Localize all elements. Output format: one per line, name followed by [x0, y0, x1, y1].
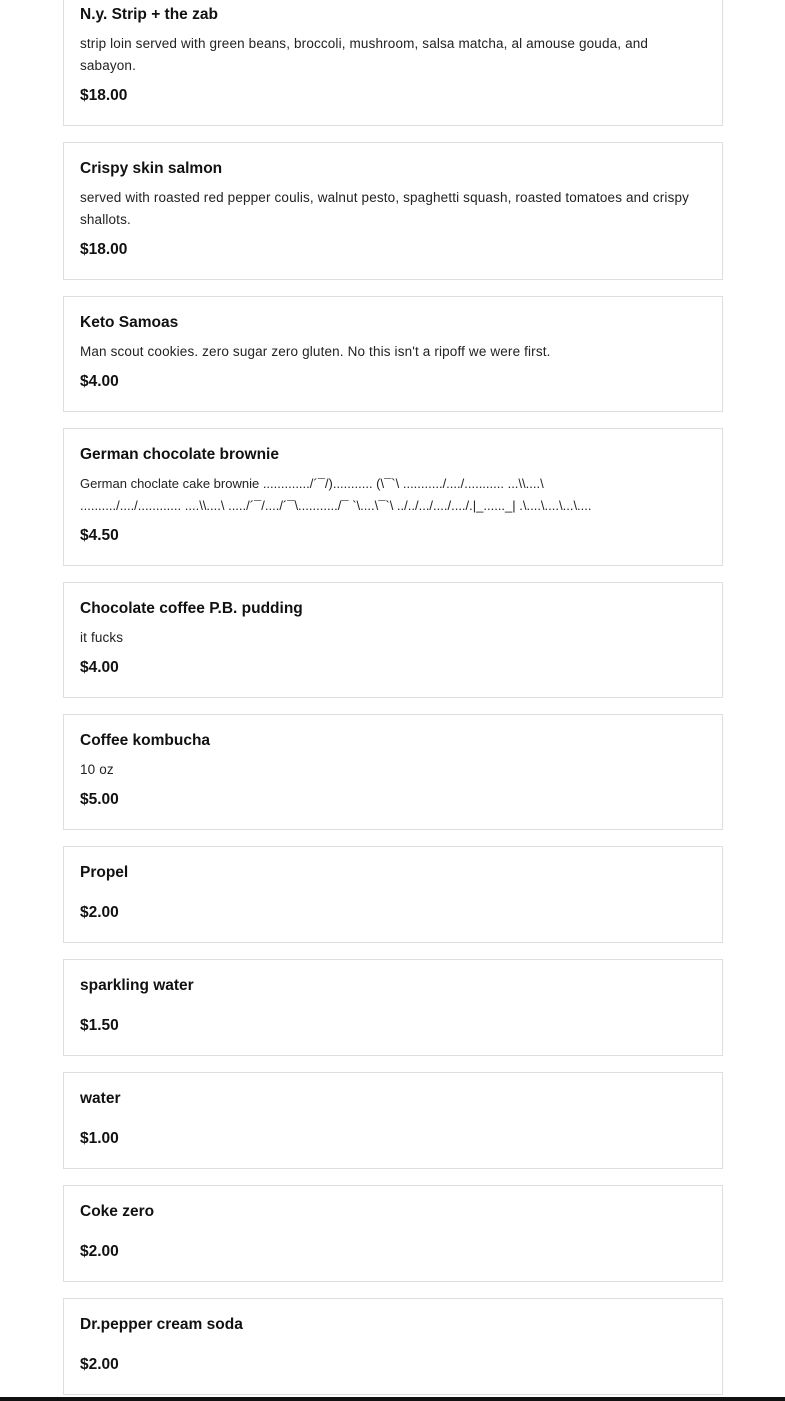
- menu-item-price: $2.00: [80, 1243, 119, 1260]
- menu-item-card[interactable]: [63, 1185, 723, 1282]
- menu-item-list: [63, 0, 723, 1401]
- menu-item-name: Dr.pepper cream soda: [80, 1316, 243, 1333]
- menu-item-card[interactable]: [63, 714, 723, 830]
- menu-item-name: German chocolate brownie: [80, 446, 279, 463]
- menu-item-card[interactable]: [63, 142, 723, 280]
- menu-item-name: Propel: [80, 864, 129, 881]
- menu-item-name: water: [80, 1090, 121, 1107]
- menu-item-description: 10 oz: [80, 762, 114, 777]
- menu-item-name: N.y. Strip + the zab: [80, 6, 218, 23]
- menu-item-description: it fucks: [80, 630, 124, 645]
- menu-item-price: $18.00: [80, 87, 128, 104]
- menu-item-card[interactable]: [63, 1072, 723, 1169]
- menu-item-price: $5.00: [80, 791, 119, 808]
- menu-item-price: $4.00: [80, 373, 119, 390]
- menu-item-price: $1.00: [80, 1130, 119, 1147]
- menu-item-description: served with roasted red pepper coulis, walnut pesto, spaghetti squash, roasted tomatoes and crispy shallots.: [80, 190, 690, 227]
- menu-item-card[interactable]: [63, 582, 723, 698]
- menu-item-name: Coke zero: [80, 1203, 155, 1220]
- menu-item-price: $4.00: [80, 659, 119, 676]
- menu-item-card[interactable]: [63, 1298, 723, 1395]
- menu-item-card[interactable]: [63, 0, 723, 126]
- menu-item-description-line: German choclate cake brownie ............./´¯/)........... (\¯`\ .........../..../........... ...\\....\: [80, 476, 544, 491]
- menu-item-name: Coffee kombucha: [80, 732, 211, 749]
- menu-item-price: $18.00: [80, 241, 128, 258]
- menu-item-price: $2.00: [80, 1356, 119, 1373]
- menu-item-name: Keto Samoas: [80, 314, 179, 331]
- menu-item-price: $4.50: [80, 527, 119, 544]
- menu-item-price: $1.50: [80, 1017, 119, 1034]
- menu-item-card[interactable]: [63, 428, 723, 566]
- menu-item-name: Chocolate coffee P.B. pudding: [80, 600, 303, 617]
- menu-item-card[interactable]: [63, 296, 723, 412]
- menu-item-description-line: ........../..../............ ....\\....\ ...../´¯/..../´¯\.........../¯ `\....\¯`\ ../../.../..../..../.|_......_| .\....\....\...\....: [80, 498, 592, 513]
- menu-item-description: Man scout cookies. zero sugar zero gluten. No this isn't a ripoff we were first.: [80, 344, 551, 359]
- menu-item-card[interactable]: [63, 959, 723, 1056]
- menu-item-price: $2.00: [80, 904, 119, 921]
- menu-item-description: strip loin served with green beans, broccoli, mushroom, salsa matcha, al amouse gouda, and sabayon.: [80, 36, 649, 73]
- menu-item-description: [80, 473, 706, 517]
- bottom-bar: [0, 1397, 785, 1401]
- menu-item-name: sparkling water: [80, 977, 194, 994]
- menu-item-name: Crispy skin salmon: [80, 160, 223, 177]
- menu-item-card[interactable]: [63, 846, 723, 943]
